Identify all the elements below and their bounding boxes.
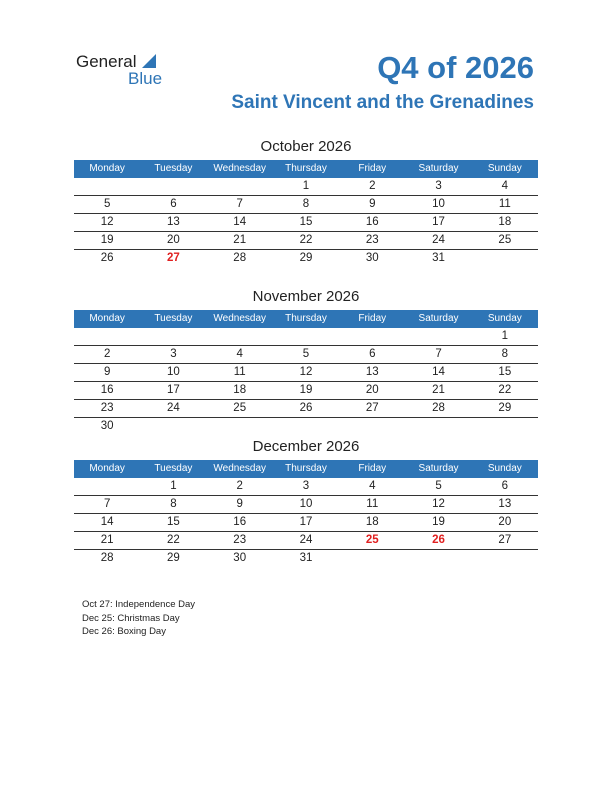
day-cell: 16 <box>100 384 114 396</box>
day-cell: 26 <box>299 402 313 414</box>
weekday-header <box>74 460 538 478</box>
day-cell: 9 <box>236 498 243 510</box>
day-cell: 6 <box>170 198 177 210</box>
weekday-header <box>74 310 538 328</box>
page-subtitle: Saint Vincent and the Grenadines <box>231 92 534 113</box>
day-cell: 18 <box>365 516 379 528</box>
day-cell: 4 <box>501 180 509 192</box>
day-cell: 3 <box>435 180 442 192</box>
day-cell: 25 <box>233 402 247 414</box>
weekday-label: Wednesday <box>213 463 267 474</box>
empty-day-cell <box>339 550 405 567</box>
day-cell: 11 <box>233 366 246 378</box>
empty-day-cell <box>273 418 339 435</box>
week-row <box>74 214 538 232</box>
month-november <box>74 288 538 435</box>
empty-day-cell <box>472 550 538 567</box>
day-cell: 19 <box>299 384 313 396</box>
day-cell: 2 <box>236 480 243 492</box>
weekday-label: Thursday <box>285 313 327 324</box>
day-cell: 20 <box>498 516 512 528</box>
day-cell: 17 <box>432 216 445 228</box>
day-cell: 26 <box>100 252 114 264</box>
day-cell: 7 <box>435 348 442 360</box>
empty-day-cell <box>405 550 471 567</box>
day-cell: 29 <box>167 552 180 564</box>
day-cell: 23 <box>365 234 379 246</box>
week-row <box>74 478 538 496</box>
weekday-label: Sunday <box>487 313 522 324</box>
weekday-label: Tuesday <box>154 313 193 324</box>
holiday-day-cell: 27 <box>167 252 180 264</box>
day-cell: 18 <box>498 216 512 228</box>
month-title: December 2026 <box>252 438 360 455</box>
day-cell: 8 <box>302 198 310 210</box>
day-cell: 7 <box>236 198 243 210</box>
day-cell: 16 <box>233 516 247 528</box>
day-cell: 30 <box>100 420 114 432</box>
weekday-label: Friday <box>358 463 387 474</box>
weekday-label: Tuesday <box>154 163 193 174</box>
day-cell: 3 <box>302 480 310 492</box>
week-row <box>74 328 538 346</box>
day-cell: 31 <box>432 252 445 264</box>
day-cell: 24 <box>167 402 180 414</box>
day-cell: 19 <box>100 234 114 246</box>
day-cell: 10 <box>299 498 313 510</box>
holiday-note: Dec 25: Christmas Day <box>82 612 180 624</box>
day-cell: 24 <box>299 534 313 546</box>
day-cell: 28 <box>233 252 247 264</box>
day-cell: 11 <box>498 198 511 210</box>
weekday-label: Monday <box>89 313 125 324</box>
day-cell: 28 <box>432 402 445 414</box>
month-december <box>74 438 538 567</box>
holiday-note: Dec 26: Boxing Day <box>82 626 166 637</box>
day-cell: 17 <box>167 384 180 396</box>
day-cell: 3 <box>170 348 177 360</box>
day-cell: 31 <box>299 552 313 564</box>
day-cell: 7 <box>103 498 111 510</box>
weekday-label: Saturday <box>418 313 459 324</box>
empty-day-cell <box>273 328 339 345</box>
empty-day-cell <box>74 478 140 495</box>
day-cell: 30 <box>233 552 247 564</box>
weekday-label: Monday <box>89 463 125 474</box>
day-cell: 28 <box>100 552 114 564</box>
weekday-label: Sunday <box>487 163 522 174</box>
logo-general-text: General <box>76 52 137 71</box>
empty-day-cell <box>405 418 471 435</box>
day-cell: 1 <box>302 180 310 192</box>
day-cell: 9 <box>103 366 111 378</box>
empty-day-cell <box>472 418 538 435</box>
week-row <box>74 232 538 250</box>
day-cell: 21 <box>100 534 114 546</box>
empty-day-cell <box>140 418 206 435</box>
day-cell: 9 <box>369 198 376 210</box>
day-cell: 21 <box>233 234 247 246</box>
day-cell: 16 <box>365 216 379 228</box>
day-cell: 23 <box>233 534 247 546</box>
day-cell: 18 <box>233 384 247 396</box>
page-title: Q4 of 2026 <box>377 50 534 85</box>
empty-day-cell <box>472 250 538 267</box>
week-row <box>74 196 538 214</box>
day-cell: 11 <box>366 498 379 510</box>
day-cell: 21 <box>432 384 445 396</box>
empty-day-cell <box>339 418 405 435</box>
day-cell: 20 <box>167 234 180 246</box>
day-cell: 22 <box>167 534 180 546</box>
day-cell: 15 <box>167 516 180 528</box>
day-cell: 29 <box>498 402 512 414</box>
holiday-day-cell: 26 <box>432 534 445 546</box>
day-cell: 19 <box>432 516 445 528</box>
day-cell: 12 <box>299 366 313 378</box>
weekday-label: Saturday <box>418 463 459 474</box>
logo-triangle-icon <box>142 54 156 68</box>
day-cell: 15 <box>299 216 313 228</box>
day-cell: 12 <box>432 498 445 510</box>
weekday-label: Sunday <box>487 463 522 474</box>
day-cell: 1 <box>501 330 509 342</box>
week-row <box>74 250 538 267</box>
day-cell: 5 <box>302 348 310 360</box>
month-title: November 2026 <box>252 288 360 305</box>
week-row <box>74 514 538 532</box>
day-cell: 17 <box>299 516 313 528</box>
day-cell: 22 <box>299 234 313 246</box>
weekday-label: Friday <box>358 313 387 324</box>
empty-day-cell <box>74 328 140 345</box>
week-row <box>74 496 538 514</box>
day-cell: 27 <box>365 402 379 414</box>
empty-day-cell <box>405 328 471 345</box>
day-cell: 6 <box>369 348 376 360</box>
week-row <box>74 178 538 196</box>
weekday-label: Saturday <box>418 163 459 174</box>
month-grid <box>74 178 538 267</box>
day-cell: 6 <box>501 480 509 492</box>
empty-day-cell <box>140 178 206 195</box>
day-cell: 5 <box>435 480 442 492</box>
day-cell: 15 <box>498 366 512 378</box>
weekday-label: Monday <box>89 163 125 174</box>
day-cell: 25 <box>498 234 512 246</box>
weekday-label: Tuesday <box>154 463 193 474</box>
day-cell: 22 <box>498 384 512 396</box>
day-cell: 14 <box>432 366 445 378</box>
day-cell: 13 <box>167 216 180 228</box>
day-cell: 2 <box>103 348 111 360</box>
empty-day-cell <box>207 418 273 435</box>
month-grid <box>74 478 538 567</box>
week-row <box>74 532 538 550</box>
day-cell: 10 <box>167 366 180 378</box>
week-row <box>74 400 538 418</box>
weekday-label: Wednesday <box>213 163 267 174</box>
week-row <box>74 418 538 435</box>
day-cell: 23 <box>100 402 114 414</box>
week-row <box>74 346 538 364</box>
empty-day-cell <box>339 328 405 345</box>
day-cell: 29 <box>299 252 313 264</box>
day-cell: 8 <box>170 498 177 510</box>
day-cell: 30 <box>365 252 379 264</box>
day-cell: 13 <box>498 498 512 510</box>
day-cell: 14 <box>100 516 114 528</box>
day-cell: 1 <box>170 480 177 492</box>
weekday-label: Thursday <box>285 163 327 174</box>
weekday-label: Thursday <box>285 463 327 474</box>
day-cell: 12 <box>100 216 114 228</box>
holiday-note: Oct 27: Independence Day <box>82 599 196 610</box>
day-cell: 20 <box>365 384 379 396</box>
day-cell: 13 <box>365 366 379 378</box>
empty-day-cell <box>207 178 273 195</box>
logo <box>76 52 176 92</box>
holiday-day-cell: 25 <box>365 534 379 546</box>
day-cell: 2 <box>369 180 376 192</box>
day-cell: 10 <box>432 198 445 210</box>
day-cell: 24 <box>432 234 445 246</box>
month-title: October 2026 <box>260 138 352 155</box>
day-cell: 4 <box>369 480 376 492</box>
day-cell: 27 <box>498 534 512 546</box>
day-cell: 4 <box>236 348 243 360</box>
week-row <box>74 364 538 382</box>
month-grid <box>74 328 538 435</box>
empty-day-cell <box>207 328 273 345</box>
holiday-notes <box>82 598 195 639</box>
weekday-label: Friday <box>358 163 387 174</box>
week-row <box>74 550 538 567</box>
empty-day-cell <box>140 328 206 345</box>
day-cell: 14 <box>233 216 247 228</box>
logo-blue-text: Blue <box>128 69 163 88</box>
month-october <box>74 138 538 267</box>
weekday-label: Wednesday <box>213 313 267 324</box>
week-row <box>74 382 538 400</box>
day-cell: 5 <box>103 198 111 210</box>
day-cell: 8 <box>501 348 509 360</box>
weekday-header <box>74 160 538 178</box>
empty-day-cell <box>74 178 140 195</box>
